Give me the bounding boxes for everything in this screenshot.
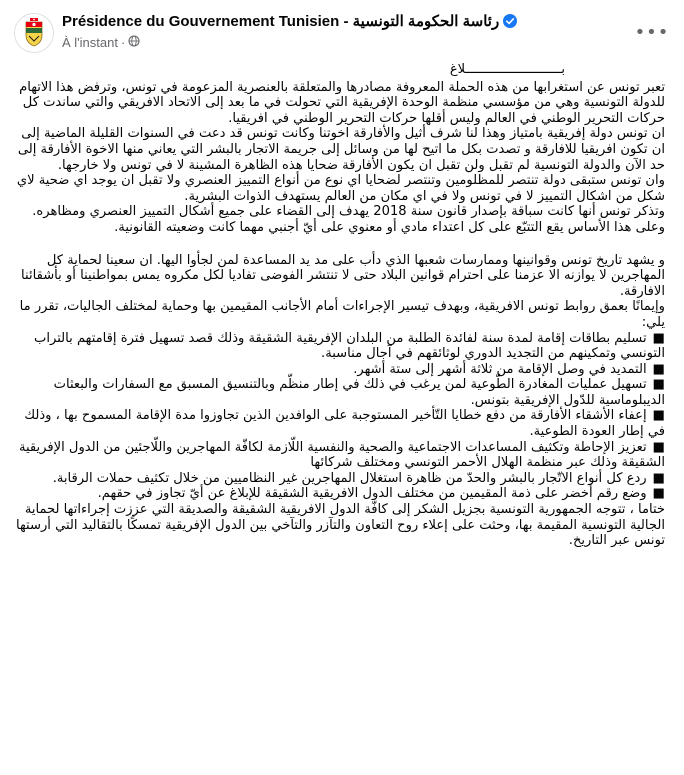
post-title: بـــــــــــــــــــــــــلاغ [449, 62, 565, 77]
list-item [14, 331, 665, 362]
bullet-icon: ■ [652, 470, 665, 486]
bullet-icon: ■ [652, 377, 665, 393]
list-item-text: إعفاء الأشقاء الأفارقة من دفع خطايا التّأخير المستوجبة على الوافدين الذين تجاوزوا مدة الإقامة المسموح بها ، وذلك في إطار العودة الطوعية. [24, 408, 665, 440]
list-item-text: ردع كل أنواع الاتّجار بالبشر والحدّ من ظاهرة استغلال المهاجرين غير النظاميين من خلال تكثيف حملات الرقابة. [52, 470, 647, 486]
list-item [14, 486, 665, 502]
bullet-icon: ■ [652, 486, 665, 502]
closing-paragraph: ختاما ، تتوجه الجمهورية التونسية بجزيل الشكر إلى كافّة الدول الافريقية الشقيقة والصديقة التي عززت إجراءاتها لحماية الجالية التونسية المقيمة بها، وحثت على إعلاء روح التعاون والتآزر والتآخي بين الدول الإفريقية تمسكًا بالتقاليد التي أرستها تونس عبر التاريخ. [16, 502, 665, 549]
list-item [14, 362, 665, 378]
list-item-text: وضع رقم أخضر على ذمة المقيمين من مختلف الدول الافريقية الشقيقة للإبلاغ عن أيّ تجاوز في حقهم. [97, 486, 647, 502]
globe-icon[interactable] [128, 35, 140, 50]
list-item-text: تسليم بطاقات إقامة لمدة سنة لفائدة الطلبة من البلدان الإفريقية الشقيقة وذلك قصد تسهيل فترة إقامتهم بالتراب التونسي وتمكينهم من التجديد الدوري لوثائقهم في آجال مناسبة. [34, 330, 665, 362]
page-avatar[interactable] [14, 13, 54, 53]
more-icon: ••• [634, 21, 670, 43]
page-name[interactable] [62, 12, 517, 32]
list-item-text: تسهيل عمليات المغادرة الطّوعية لمن يرغب في ذلك في إطار منظّم وبالتنسيق المسبق مع السفارات والبعثات الديبلوماسية للدّول الإفريقية بتونس. [53, 377, 665, 408]
paragraph-1: تعبر تونس عن استغرابها من هذه الحملة المعروفة مصادرها والمتعلقة بالعنصرية المزعومة في تونس، وترفض هذا الاتهام للدولة التونسية وهي من مؤسسي منظمة الوحدة الإفريقية التي تحولت في ما بعد إلى الاتحاد الافريقي والتي ساندت كل حركات التحرير الوطني في العالم وليس أقلها حركات التحرير الوطني في افريقيا. [19, 79, 665, 126]
paragraph-4: وتذكر تونس أنها كانت سباقة بإصدار قانون سنة 2018 يهدف إلى القضاء على جميع أشكال التمييز العنصري ومظاهره. وعلى هذا الأساس يقع التتبّع على كل اعتداء مادي أو معنوي على أيّ أجنبي مهما كانت وضعيته القانونية. [32, 204, 665, 235]
page-name-text[interactable]: Présidence du Gouvernement Tunisien - رئاسة الحكومة التونسية [62, 13, 500, 30]
paragraph-6: وإيمانًا بعمق روابط تونس الافريقية، وبهدف تيسير الإجراءات أمام الأجانب المقيمين بها وحماية لمختلف الجاليات، تقرر ما يلي: [19, 299, 665, 330]
post-timestamp[interactable]: À l'instant [62, 35, 118, 51]
paragraph-5: و يشهد تاريخ تونس وقوانينها وممارسات شعبها الذي دأب على مد يد المساعدة لمن لجأوا اليها. ان سعينا لحماية كل المهاجرين لا يوازنه الا عزمنا على احترام قوانين البلاد حتى لا تنتشر الفوضى تفاديا لكل مكروه يمس بمواطنينا أو بأشقائنا الافارقة. [21, 252, 665, 299]
list-item [14, 408, 665, 439]
post-body [14, 62, 665, 549]
list-item [14, 471, 665, 487]
verified-badge-icon [503, 14, 517, 32]
post-header [0, 0, 684, 62]
paragraph-2: ان تونس دولة إفريقية بامتياز وهذا لنا شرف أثيل والأفارقة اخوتنا وكانت تونس قد دعت في السنوات القليلة الماضية إلى ان تكون افريقيا للافارقة و تصدت بكل ما اتيح لها من وسائل إلى جريمة الاتجار بالبشر التي يعاني منها الاخوة الأفارقة إلى حد الآن والدولة التونسية لم تقبل ولن تقبل ان يكون الأفارقة ضحايا هذه الظاهرة المشينة لا في تونس ولا خارجها. [17, 126, 665, 173]
bullet-icon: ■ [652, 361, 665, 377]
paragraph-gap [14, 236, 665, 253]
paragraph-3: وان تونس ستبقى دولة تنتصر للمظلومين وتنتصر لضحايا اي نوع من أنواع التمييز العنصري ولا تقبل ان يوجد اي ضحية لاي شكل من اشكال التمييز لا في تونس ولا في اي مكان من العالم يستهدف الذوات البشرية. [16, 173, 665, 204]
bullet-icon: ■ [652, 439, 665, 455]
list-item [14, 377, 665, 408]
meta-separator: · [120, 35, 126, 51]
tunisia-coat-of-arms-icon [15, 14, 53, 52]
bullet-icon: ■ [652, 330, 665, 346]
list-item-text: تعزيز الإحاطة وتكثيف المساعدات الاجتماعية والصحية والنفسية اللّازمة لكافّة المهاجرين واللّاجئين من الدول الإفريقية الشقيقة وذلك عبر منظمة الهلال الأحمر التونسي ومختلف شركائها [18, 439, 665, 471]
list-item-text: التمديد في وصل الإقامة من ثلاثة أشهر إلى ستة أشهر. [353, 361, 647, 377]
post-meta [62, 34, 140, 50]
bullet-icon: ■ [652, 408, 665, 424]
more-button[interactable] [634, 14, 670, 50]
list-item [14, 440, 665, 471]
